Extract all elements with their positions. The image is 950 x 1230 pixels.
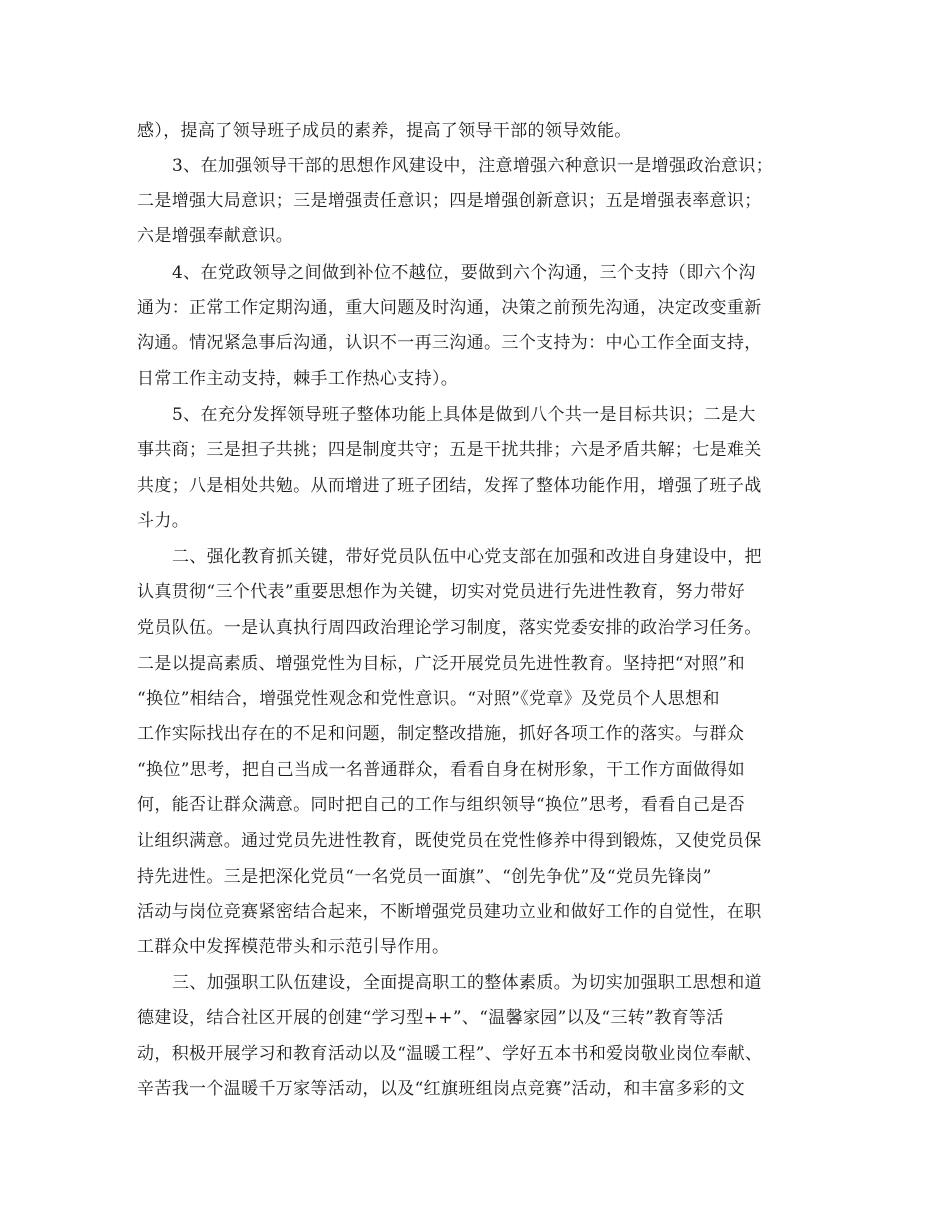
text-line: “换位”相结合，增强党性观念和党性意识。“对照”《党章》及党员个人思想和 (137, 689, 720, 709)
text-line: 二是以提高素质、增强党性为目标，广泛开展党员先进性教育。坚持把“对照”和 (137, 654, 745, 674)
paragraph-4-start: 4、在党政领导之间做到补位不越位，要做到六个沟通，三个支持（即六个沟 (172, 263, 756, 283)
text-line: 德建设，结合社区开展的创建“学习型++”、“温馨家园”以及“三转”教育等活 (137, 1008, 724, 1028)
section-2-start: 二、强化教育抓关键，带好党员队伍中心党支部在加强和改进自身建设中，把 (172, 547, 762, 567)
paragraph-5-start: 5、在充分发挥领导班子整体功能上具体是做到八个共一是目标共识；二是大 (172, 405, 756, 425)
text-line: 党员队伍。一是认真执行周四政治理论学习制度，落实党委安排的政治学习任务。 (137, 618, 762, 638)
section-3-start: 三、加强职工队伍建设，全面提高职工的整体素质。为切实加强职工思想和道 (172, 973, 762, 993)
paragraph-3-start: 3、在加强领导干部的思想作风建设中，注意增强六种意识一是增强政治意识； (172, 156, 774, 176)
text-line: 工群众中发挥模范带头和示范引导作用。 (137, 937, 450, 957)
text-line: 工作实际找出存在的不足和问题，制定整改措施，抓好各项工作的落实。与群众 (137, 724, 745, 744)
text-line: 动，积极开展学习和教育活动以及“温暖工程”、学好五本书和爱岗敬业岗位奉献、 (137, 1044, 763, 1064)
text-line: 辛苦我一个温暖千万家等活动，以及“红旗班组岗点竞赛”活动，和丰富多彩的文 (137, 1079, 745, 1099)
text-line: 让组织满意。通过党员先进性教育，既使党员在党性修养中得到锻炼，又使党员保 (137, 831, 762, 851)
text-line: 感），提高了领导班子成员的素养，提高了领导干部的领导效能。 (137, 121, 632, 141)
text-line: 持先进性。三是把深化党员“一名党员一面旗”、“创先争优”及“党员先锋岗” (137, 867, 712, 887)
text-line: 共度；八是相处共勉。从而增进了班子团结，发挥了整体功能作用，增强了班子战 (137, 476, 762, 496)
text-line: 事共商；三是担子共挑；四是制度共守；五是干扰共排；六是矛盾共解；七是难关 (137, 440, 762, 460)
text-line: 何，能否让群众满意。同时把自己的工作与组织领导“换位”思考，看看自己是否 (137, 795, 745, 815)
text-line: 六是增强奉献意识。 (137, 226, 294, 246)
text-line: 沟通。情况紧急事后沟通，认识不一再三沟通。三个支持为：中心工作全面支持， (137, 333, 762, 353)
text-line: 活动与岗位竞赛紧密结合起来，不断增强党员建功立业和做好工作的自觉性，在职 (137, 902, 762, 922)
text-line: 斗力。 (137, 511, 190, 531)
text-line: 二是增强大局意识；三是增强责任意识；四是增强创新意识；五是增强表率意识； (137, 191, 762, 211)
text-line: 认真贯彻“三个代表”重要思想作为关键，切实对党员进行先进性教育，努力带好 (137, 582, 745, 602)
text-line: 通为：正常工作定期沟通，重大问题及时沟通，决策之前预先沟通，决定改变重新 (137, 298, 762, 318)
text-line: “换位”思考，把自己当成一名普通群众，看看自身在树形象，干工作方面做得如 (137, 760, 745, 780)
text-line: 日常工作主动支持，棘手工作热心支持）。 (137, 369, 459, 389)
